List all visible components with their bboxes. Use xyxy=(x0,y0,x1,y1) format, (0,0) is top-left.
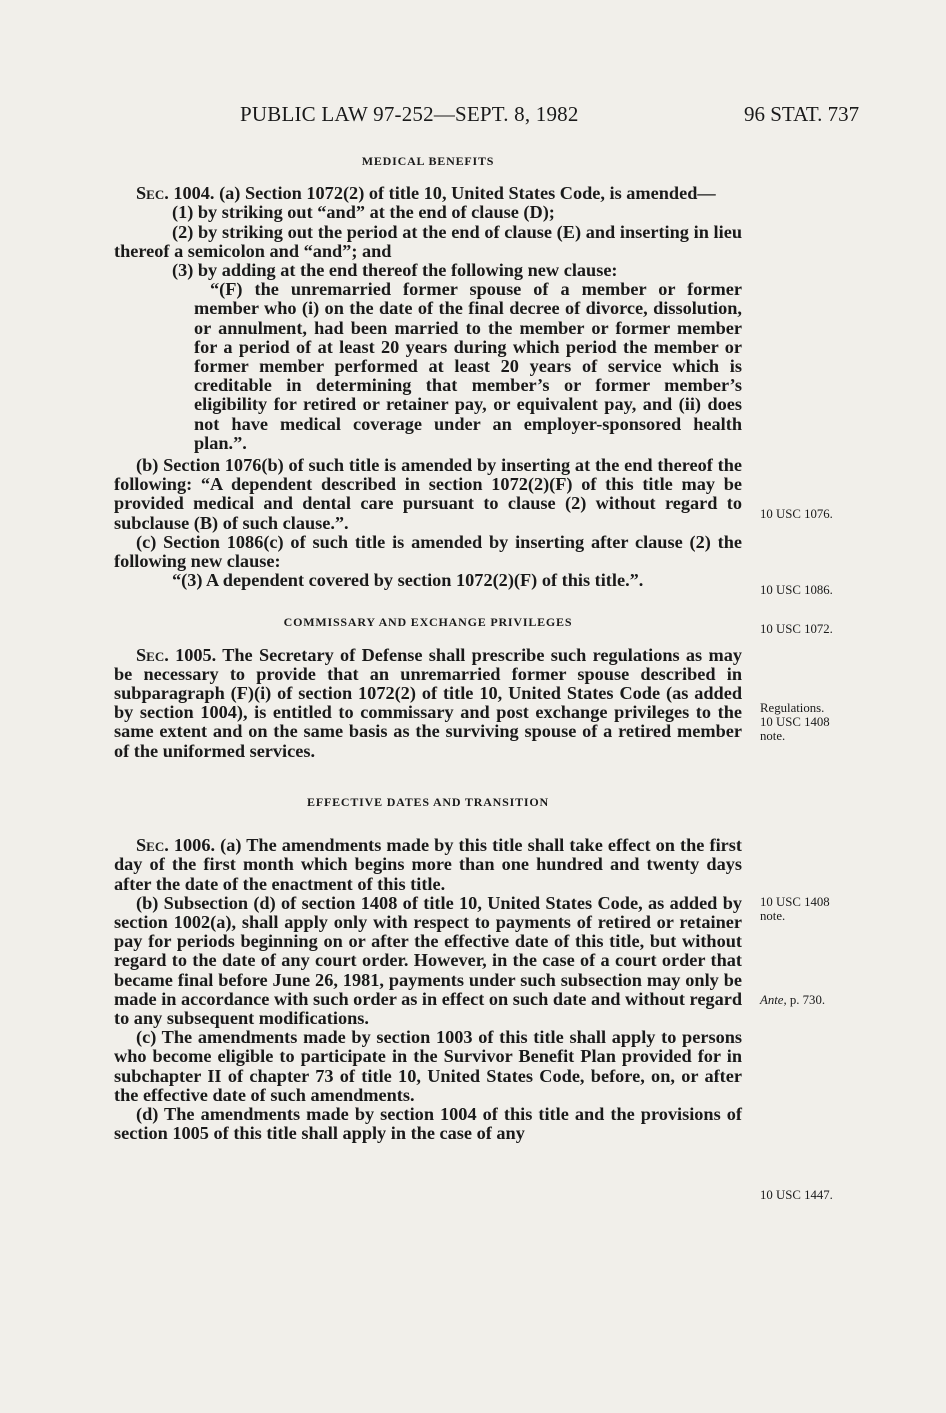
margin-note-note-label-2: note. xyxy=(760,909,786,923)
clause-2: (2) by striking out the period at the end of clause (E) and inserting in lieu thereof a semicolon and “and”; and xyxy=(114,221,742,261)
sec-1004-c-quote: “(3) A dependent covered by section 1072(2)(F) of this title.”. xyxy=(172,570,644,591)
sec-label: Sec. xyxy=(136,644,169,665)
sec-1004-b: (b) Section 1076(b) of such title is amended by inserting at the end thereof the following: “A dependent described in section 1072(2)(F) of this title may be provided medical and dental care pursuant to clause (2) without regard to subclause (B) of such clause.”. xyxy=(114,455,742,533)
margin-note-1408-2 xyxy=(760,895,870,923)
margin-note-1072: 10 USC 1072. xyxy=(760,622,833,636)
clause-f-quote: “(F) the unremarried former spouse of a member or former member who (i) on the date of the final decree of divorce, dissolution, or annulment, had been married to the member or former member for a period of at least 20 years during which period the member or former member performed at least 20 years of service which is creditable in determining that member’s or former member’s eligibility for retired or retainer pay, or equivalent pay, and (ii) does not have medical coverage under an employer-sponsored health plan.”. xyxy=(194,279,742,453)
margin-note-1408-label: 10 USC 1408 xyxy=(760,715,830,729)
margin-note-1076: 10 USC 1076. xyxy=(760,507,833,521)
sec-1005 xyxy=(114,646,742,761)
margin-note-ante-page: p. 730. xyxy=(786,993,826,1007)
margin-note-note-label: note. xyxy=(760,729,786,743)
heading-commissary: COMMISSARY AND EXCHANGE PRIVILEGES xyxy=(283,615,573,630)
page-body xyxy=(114,152,742,1143)
sec-1006-d: (d) The amendments made by section 1004 of this title and the provisions of section 1005 of this title shall apply in the case of any xyxy=(114,1103,742,1144)
clause-3: (3) by adding at the end thereof the following new clause: xyxy=(172,260,618,281)
running-header-law: PUBLIC LAW 97-252—SEPT. 8, 1982 xyxy=(240,102,579,126)
sec-1005-text: 1005. The Secretary of Defense shall prescribe such regulations as may be necessary to provide that an unremarried former spouse described in subparagraph (F)(i) of section 1072(2) of title 10, United States Code (as added by section 1004), is entitled to commissary and post exchange privileges to the same extent and on the same basis as the surviving spouse of a retired member of the uniformed services. xyxy=(114,644,742,761)
sec-1006-c: (c) The amendments made by section 1003 of this title shall apply to persons who become eligible to participate in the Survivor Benefit Plan provided for in subchapter II of chapter 73 of title 10, United States Code, before, on, or after the effective date of such amendments. xyxy=(114,1027,742,1105)
sec-1006-a xyxy=(114,836,742,894)
heading-medical-benefits: MEDICAL BENEFITS xyxy=(361,154,495,168)
margin-note-1408-label-2: 10 USC 1408 xyxy=(760,895,830,909)
clause-1: (1) by striking out “and” at the end of clause (D); xyxy=(172,202,555,223)
sec-1004-intro-text: 1004. (a) Section 1072(2) of title 10, United States Code, is amended— xyxy=(168,183,716,204)
margin-note-ante xyxy=(760,993,870,1007)
margin-note-1086: 10 USC 1086. xyxy=(760,583,833,597)
margin-note-1447: 10 USC 1447. xyxy=(760,1188,833,1202)
sec-label: Sec. xyxy=(136,835,169,856)
heading-effective-dates: EFFECTIVE DATES AND TRANSITION xyxy=(307,794,549,809)
sec-1004-intro xyxy=(114,184,742,203)
sec-1006-b: (b) Subsection (d) of section 1408 of title 10, United States Code, as added by section 1002(a), shall apply only with respect to payments of retired or retainer pay for periods beginning on or after the effective date of this title, but without regard to the date of any court order. However, in the case of a court order that became final before June 26, 1981, payments under such subsection may only be made in accordance with such order as in effect on such date and without regard to any subsequent modifications. xyxy=(114,892,742,1028)
sec-1006-a-text: 1006. (a) The amendments made by this title shall take effect on the first day of the first month which begins more than one hundred and twenty days after the date of the enactment of this title. xyxy=(114,835,742,894)
sec-label: Sec. xyxy=(136,183,169,204)
running-header-stat: 96 STAT. 737 xyxy=(744,102,860,126)
margin-note-regulations-label: Regulations. xyxy=(760,701,825,715)
sec-1004-c: (c) Section 1086(c) of such title is amended by inserting after clause (2) the following new clause: xyxy=(114,531,742,572)
margin-note-ante-word: Ante, xyxy=(760,993,787,1007)
margin-note-regulations xyxy=(760,701,870,743)
